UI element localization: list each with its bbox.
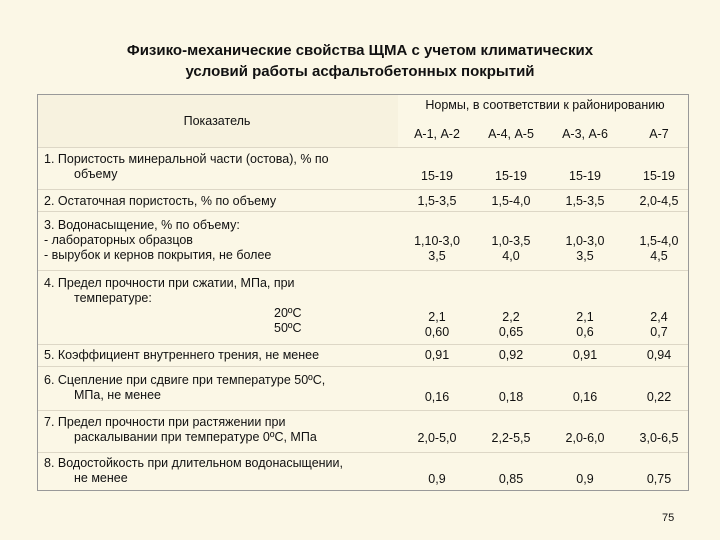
column-header-a3-a6: А-3, А-6 <box>562 127 608 141</box>
title-line-2: условий работы асфальтобетонных покрытий <box>185 63 535 80</box>
table-cell: 1,0-3,0 3,5 <box>565 234 605 263</box>
table-row-label: 1. Пористость минеральной части (остова), % по объему <box>44 152 329 181</box>
table-cell: 0,16 <box>424 390 450 404</box>
table-cell: 0,9 <box>576 472 594 486</box>
page-title <box>0 40 720 82</box>
table-cell: 2,0-5,0 <box>417 431 457 445</box>
table-cell: 2,0-6,0 <box>565 431 605 445</box>
row-divider <box>38 452 688 453</box>
column-header-a7: А-7 <box>649 127 669 141</box>
table-cell: 1,5-4,0 <box>491 194 531 208</box>
row-divider <box>38 270 688 271</box>
table-cell: 15-19 <box>495 169 527 183</box>
title-line-1: Физико-механические свойства ЩМА с учетом климатических <box>126 42 594 59</box>
table-cell: 1,5-3,5 <box>565 194 605 208</box>
table-row-label: 7. Предел прочности при растяжении при раскалывании при температуре 0ºС, МПа <box>44 415 317 444</box>
table-cell: 0,16 <box>572 390 598 404</box>
table-cell: 1,10-3,0 3,5 <box>414 234 460 263</box>
column-header-a1-a2: А-1, А-2 <box>414 127 460 141</box>
table-cell: 0,92 <box>498 348 524 362</box>
row-divider <box>38 211 688 212</box>
table-cell: 2,1 0,60 <box>424 310 450 339</box>
table-cell: 1,5-4,0 4,5 <box>639 234 679 263</box>
header-indicator: Показатель <box>183 114 251 128</box>
header-norms: Нормы, в соответствии к районированию <box>425 98 665 112</box>
row-divider <box>38 147 688 148</box>
table-cell: 0,85 <box>498 472 524 486</box>
table-cell: 0,91 <box>572 348 598 362</box>
table-row-label: 5. Коэффициент внутреннего трения, не менее <box>44 348 320 362</box>
table-cell: 0,9 <box>428 472 446 486</box>
table-cell: 0,94 <box>646 348 672 362</box>
table-cell: 15-19 <box>569 169 601 183</box>
page-number: 75 <box>662 512 675 524</box>
table-cell: 3,0-6,5 <box>639 431 679 445</box>
table-row-label: 4. Предел прочности при сжатии, МПа, при температуре: 20ºС 50ºС <box>44 276 302 335</box>
table-cell: 15-19 <box>643 169 675 183</box>
table-cell: 15-19 <box>421 169 453 183</box>
table-cell: 0,91 <box>424 348 450 362</box>
table-cell: 1,5-3,5 <box>417 194 457 208</box>
table-row-label: 6. Сцепление при сдвиге при температуре 50ºС, МПа, не менее <box>44 373 326 402</box>
table-cell: 1,0-3,5 4,0 <box>491 234 531 263</box>
table-cell: 0,75 <box>646 472 672 486</box>
table-row-label: 8. Водостойкость при длительном водонасыщении, не менее <box>44 456 343 485</box>
column-header-a4-a5: А-4, А-5 <box>488 127 534 141</box>
row-divider <box>38 344 688 345</box>
table-cell: 0,22 <box>646 390 672 404</box>
row-divider <box>38 189 688 190</box>
table-cell: 2,2-5,5 <box>491 431 531 445</box>
table-cell: 2,4 0,7 <box>650 310 668 339</box>
table-cell: 2,0-4,5 <box>639 194 679 208</box>
row-divider <box>38 366 688 367</box>
row-divider <box>38 410 688 411</box>
table-row-label: 2. Остаточная пористость, % по объему <box>44 194 277 208</box>
table-row-label: 3. Водонасыщение, % по объему: - лабораторных образцов - вырубок и кернов покрытия, не более <box>44 218 272 262</box>
table-cell: 2,1 0,6 <box>576 310 594 339</box>
table-cell: 2,2 0,65 <box>498 310 524 339</box>
table-cell: 0,18 <box>498 390 524 404</box>
